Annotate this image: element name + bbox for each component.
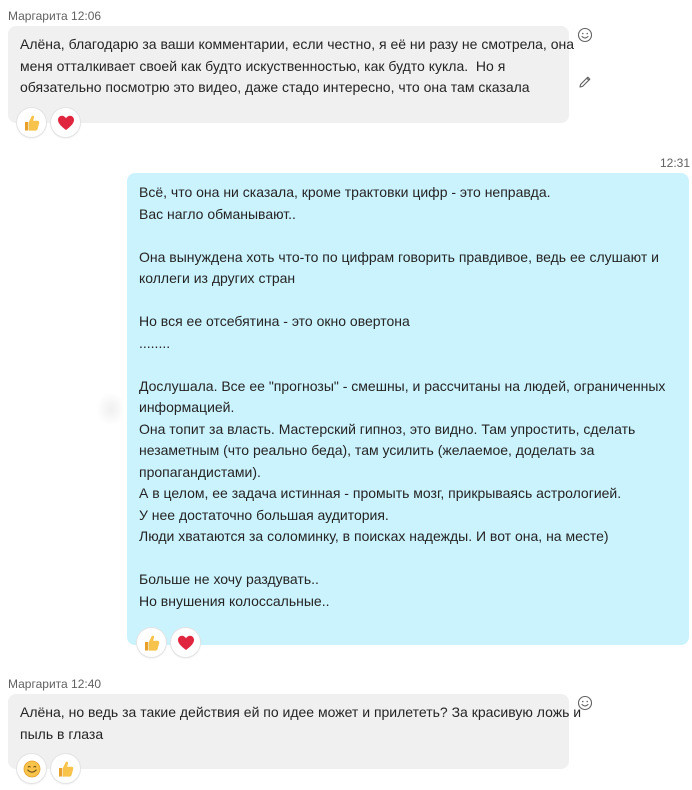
message-line: пыль в глаза	[20, 725, 104, 742]
message-1-header	[8, 9, 101, 23]
message-line: Вас нагло обманывают..	[139, 205, 296, 222]
message-line: У нее достаточно большая аудитория.	[139, 506, 389, 523]
thumbs-up-reaction[interactable]	[51, 754, 80, 783]
heart-icon	[176, 633, 196, 653]
message-3-time: 12:40	[71, 677, 102, 691]
message-line: А в целом, ее задача истинная - промыть мозг, прикрываясь астрологией.	[139, 485, 622, 501]
add-reaction-smiley-icon[interactable]	[577, 27, 593, 43]
message-line: незаметным (что реально беда), там усилить (желаемое, доделать за	[139, 442, 595, 458]
smile-reaction[interactable]	[17, 754, 46, 783]
message-line: Алёна, но ведь за такие действия ей по идее может и прилететь? За красивую ложь и	[20, 704, 582, 720]
add-reaction-smiley-icon[interactable]	[577, 695, 593, 711]
thumbs-up-reaction[interactable]	[137, 628, 166, 657]
message-1-sender: Маргарита	[8, 9, 68, 23]
message-line: пропагандистами).	[139, 463, 261, 480]
message-line: Больше не хочу раздувать..	[139, 571, 319, 587]
message-3-reactions	[17, 754, 80, 783]
message-2-reactions	[137, 628, 200, 657]
message-1-time: 12:06	[71, 9, 102, 23]
thumbs-up-icon	[142, 633, 162, 653]
message-line: Алёна, благодарю за ваши комментарии, если честно, я её ни разу не смотрела, она	[20, 36, 574, 52]
heart-icon	[56, 113, 76, 133]
message-line: Всё, что она ни сказала, кроме трактовки цифр - это неправда.	[139, 184, 551, 200]
message-line: коллеги из других стран	[139, 270, 296, 286]
message-2-time: 12:31	[660, 156, 691, 170]
message-line	[139, 290, 677, 312]
thumbs-up-icon	[22, 113, 42, 133]
message-line: Она вынуждена хоть что-то по цифрам говорить правдивое, ведь ее слушают и	[139, 248, 659, 265]
message-line: Она топит за власть. Мастерский гипноз, это видно. Там упростить, сделать	[139, 420, 636, 437]
message-line: Но вся ее отсебятина - это окно овертона	[139, 313, 410, 329]
message-line: Дослушала. Все ее "прогнозы" - смешны, и рассчитаны на людей, ограниченных	[139, 377, 666, 394]
message-3-header	[8, 677, 101, 691]
message-line: ........	[139, 334, 171, 351]
message-1-reactions	[17, 108, 80, 137]
thumbs-up-reaction[interactable]	[17, 108, 46, 137]
message-line: Люди хватаются за соломинку, в поисках надежды. И вот она, на месте)	[139, 528, 609, 544]
thumbs-up-icon	[56, 759, 76, 779]
message-1-bubble[interactable]	[8, 26, 574, 123]
message-line: обязательно посмотрю это видео, даже стадо интересно, что она там сказала	[20, 79, 530, 95]
message-line: Но внушения колоссальные..	[139, 592, 330, 609]
message-2-bubble[interactable]	[127, 173, 689, 645]
smile-emoji-icon	[22, 759, 42, 779]
message-3-sender: Маргарита	[8, 677, 68, 691]
message-line: информацией.	[139, 399, 235, 415]
heart-reaction[interactable]	[171, 628, 200, 657]
message-line	[139, 548, 677, 570]
message-line	[139, 354, 677, 376]
heart-reaction[interactable]	[51, 108, 80, 137]
blurred-avatar	[96, 392, 126, 426]
message-3-bubble[interactable]	[8, 694, 582, 769]
edit-pencil-icon[interactable]	[577, 74, 593, 90]
message-line: меня отталкивает своей как будто искуственностью, как будто кукла. Но я	[20, 57, 506, 74]
message-line	[139, 225, 677, 247]
